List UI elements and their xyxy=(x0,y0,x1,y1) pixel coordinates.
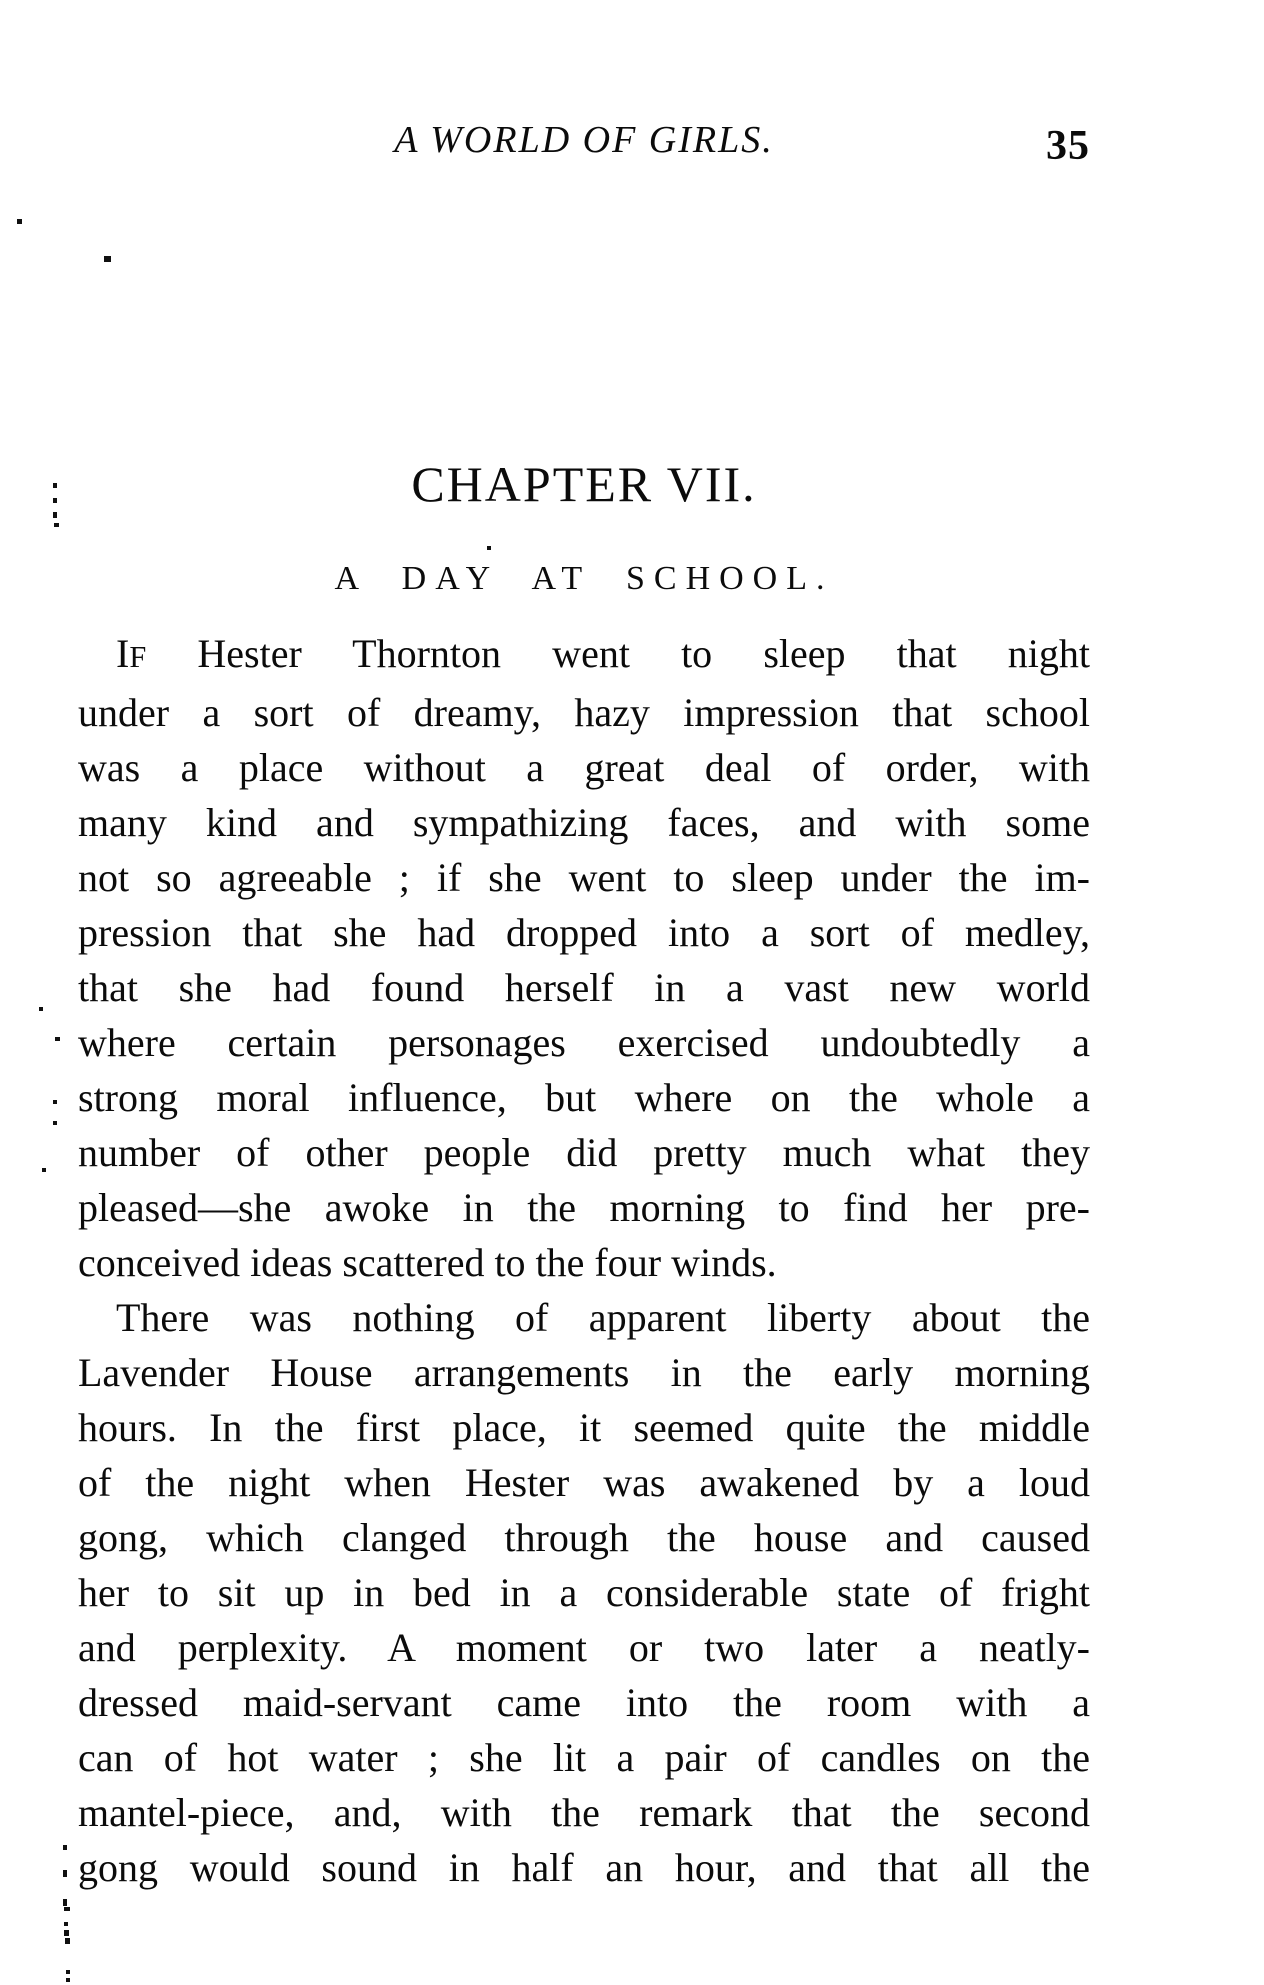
running-header xyxy=(78,118,1090,169)
scan-speck xyxy=(487,546,491,550)
body-line xyxy=(78,626,1090,685)
body-line: conceived ideas scattered to the four winds. xyxy=(78,1240,777,1285)
chapter-heading: CHAPTER VII. xyxy=(411,456,757,512)
body-line: hours. In the first place, it seemed quite the middle xyxy=(78,1405,1090,1450)
body-text xyxy=(78,626,1090,1895)
body-line: strong moral influence, but where on the whole a xyxy=(78,1075,1090,1120)
scan-speck xyxy=(53,498,57,503)
scan-speck xyxy=(39,1007,43,1011)
scan-speck xyxy=(66,1978,70,1982)
body-line: number of other people did pretty much what they xyxy=(78,1130,1090,1175)
scan-speck xyxy=(53,512,57,518)
body-line: gong, which clanged through the house and caused xyxy=(78,1515,1090,1560)
scan-speck xyxy=(55,1037,60,1041)
body-line: pleased—she awoke in the morning to find her pre- xyxy=(78,1185,1090,1230)
body-line: There was nothing of apparent liberty about the xyxy=(116,1295,1090,1340)
body-line: of the night when Hester was awakened by a loud xyxy=(78,1460,1090,1505)
body-line: that she had found herself in a vast new world xyxy=(78,965,1090,1010)
scan-speck xyxy=(53,483,57,488)
body-line: not so agreeable ; if she went to sleep under the im- xyxy=(78,855,1090,900)
body-line: mantel-piece, and, with the remark that the second xyxy=(78,1790,1090,1835)
lead-smallcap: F xyxy=(129,640,147,674)
page-number: 35 xyxy=(1046,123,1090,169)
body-line: was a place without a great deal of order, with xyxy=(78,745,1090,790)
running-title: A WORLD OF GIRLS. xyxy=(394,119,774,161)
scan-speck xyxy=(64,1930,69,1936)
scan-speck xyxy=(64,1907,70,1911)
scan-speck xyxy=(17,219,22,224)
scan-speck xyxy=(53,1121,57,1125)
scan-speck xyxy=(65,1938,70,1944)
body-line: many kind and sympathizing faces, and with some xyxy=(78,800,1090,845)
body-line: and perplexity. A moment or two later a neatly- xyxy=(78,1625,1090,1670)
scan-speck xyxy=(104,256,111,262)
chapter-subheading: A DAY AT SCHOOL. xyxy=(334,560,834,597)
scan-speck xyxy=(63,1870,67,1877)
body-line: Lavender House arrangements in the early morning xyxy=(78,1350,1090,1395)
scan-speck xyxy=(66,1970,70,1974)
scan-speck xyxy=(42,1168,46,1172)
lead-cap: I xyxy=(116,631,130,676)
line-text: Hester Thornton went to sleep that night xyxy=(146,631,1090,676)
body-line: can of hot water ; she lit a pair of candles on the xyxy=(78,1735,1090,1780)
scan-speck xyxy=(53,1100,57,1104)
body-line: under a sort of dreamy, hazy impression that school xyxy=(78,690,1090,735)
body-line: gong would sound in half an hour, and that all the xyxy=(78,1845,1090,1890)
body-line: where certain personages exercised undoubtedly a xyxy=(78,1020,1090,1065)
scan-speck xyxy=(63,1845,67,1850)
scan-speck xyxy=(64,1922,68,1926)
body-line: dressed maid-servant came into the room with a xyxy=(78,1680,1090,1725)
scan-speck xyxy=(54,523,59,527)
body-line: her to sit up in bed in a considerable state of fright xyxy=(78,1570,1090,1615)
body-line: pression that she had dropped into a sort of medley, xyxy=(78,910,1090,955)
scan-speck xyxy=(63,1899,67,1906)
